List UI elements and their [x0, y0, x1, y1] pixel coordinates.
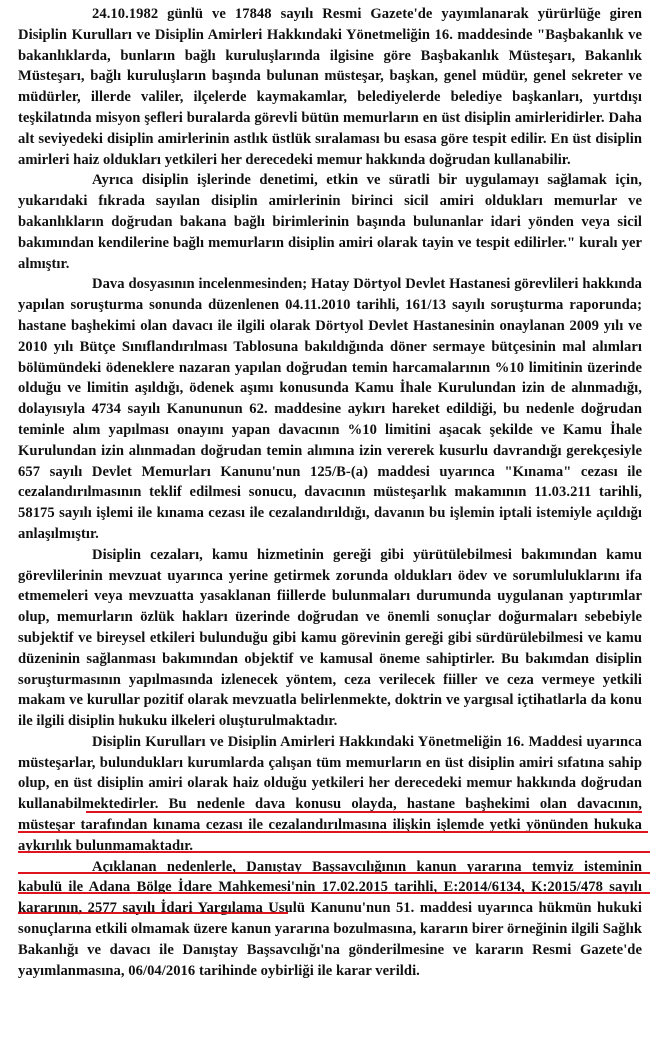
paragraph-decision: Açıklanan nedenlerle, Danıştay Başsavcılığının kanun yararına temyiz isteminin kabulü ile Adana Bölge İdare Mahkemesi'nin 17.02.2015 tarihli, E:2014/6134, K:2015/478 sayılı kararının, 2577 sayılı İdari Yargılama Usulü Kanunu'nun 51. maddesi uyarınca hükmün hukuki sonuçlarına etkili olmamak üzere kanun yararına bozulmasına, kararın birer örneğinin ilgili Sağlık Bakanlığı ve davacı ile Danıştay Başsavcılığı'na gönderilmesine ve kararın Resmi Gazete'de yayımlanmasına, 06/04/2016 tarihinde oybirliği ile karar verildi.: [18, 858, 642, 979]
paragraph-disciplinary-penalties: Disiplin cezaları, kamu hizmetinin gereği gibi yürütülebilmesi bakımından kamu görevlilerinin mevzuat uyarınca yerine getirmek zorunda oldukları ödev ve sorumluluklarını ifa etmemeleri veya mevzuatta yasaklanan fiillerde bulunmaları durumunda uygulanan yaptırımlar olup, memurların özlük hakları üzerinde doğrudan ve önemli sonuçlar doğurmaları sebebiyle subjektif ve bireysel etkileri bulunduğu gibi kamu görevinin gereği gibi sürdürülebilmesi ve kamu düzeninin sağlanması bakımından objektif ve kamusal öneme sahiptirler. Bu bakımdan disiplin soruşturmasının yapılmasında izlenecek yöntem, ceza verilecek fiiller ve ceza vermeye yetkili makam ve kurullar pozitif olarak mevzuatla belirlenmekte, doktrin ve yargısal içtihatlarla da konu ile ilgili disiplin hukuku ilkeleri oluşturulmaktadır.: [18, 546, 642, 730]
paragraph-supervision: Ayrıca disiplin işlerinde denetimi, etkin ve süratli bir uygulamayı sağlamak için, yukarıdaki fıkrada sayılan disiplin amirlerinin birinci sicil amiri oldukları memurlar ve bakanlıkların doğrudan bakana bağlı birimlerinin başında bulunanlar idari yönden veya sicil bakımından kendilerine bağlı memurların disiplin amiri olarak tayin ve tespit edilirler." kuralı yer almıştır.: [18, 172, 642, 272]
red-underline-mark: [86, 811, 642, 813]
red-underline-mark: [18, 892, 650, 894]
document-body: [18, 4, 642, 981]
red-underline-mark: [18, 851, 650, 853]
paragraph-regulation-article: 24.10.1982 günlü ve 17848 sayılı Resmi Gazete'de yayımlanarak yürürlüğe giren Disiplin Kurulları ve Disiplin Amirleri Hakkındaki Yönetmeliğin 16. maddesinde "Başbakanlık ve bakanlıklarda, bunların bağlı kuruluşlarında ilgisine göre Başbakanlık Müsteşarı, Bakanlık Müsteşarı, bağlı kuruluşların başında bulunan müsteşar, başkan, genel müdür, genel sekreter ve müdürler, illerde valiler, ilçelerde kaymakamlar, belediyelerde belediye başkanları, yurtdışı teşkilatında misyon şefleri buralarda görevli bütün memurların en üst disiplin amirleridirler. Daha alt seviyedeki disiplin amirlerinin astlık üstlük sıralaması bu esasa göre tespit edilir. En üst disiplin amirleri haiz oldukları yetkileri her derecedeki memur hakkında doğrudan kullanabilir.: [18, 6, 642, 168]
red-underline-mark: [18, 872, 650, 874]
red-underline-mark: [18, 912, 288, 914]
paragraph-case-file: Dava dosyasının incelenmesinden; Hatay Dörtyol Devlet Hastanesi görevlileri hakkında yapılan soruşturma sonunda düzenlenen 04.11.2010 tarihli, 161/13 sayılı soruşturma raporunda; hastane başhekimi olan davacı ile ilgili olarak Dörtyol Devlet Hastanesinin onaylanan 2009 yılı ve 2010 yılı Bütçe Sınıflandırılması Tablosuna bakıldığında döner sermaye bütçesinin mal alımları bölümündeki ödeneklere nazaran yapılan doğrudan temin harcamalarının %10 limitinin üzerinde olduğu ve limitin aşıldığı, ödenek aşımı konusunda Kamu İhale Kurulundan izin de alınmadığı, dolayısıyla 4734 sayılı Kanununun 62. maddesine aykırı hareket edildiği, bu nedenle doğrudan teminle alım yapılması onayını yapan davacının %10 limitini aşacak şekilde ve Kamu İhale Kurulundan izin alınmadan doğrudan temin alımına izin vererek kusurlu davrandığı gerekçesiyle 657 sayılı Devlet Memurları Kanunu'nun 125/B-(a) maddesi uyarınca "Kınama" cezası ile cezalandırılmasının teklif edilmesi sonucu, davacının müsteşarlık makamının 11.03.211 tarihli, 58175 sayılı işlemi ile kınama cezası ile cezalandırıldığı, davanın bu işlemin iptali istemiyle açıldığı anlaşılmıştır.: [18, 276, 642, 542]
paragraph-highlighted-conclusion: Disiplin Kurulları ve Disiplin Amirleri Hakkındaki Yönetmeliğin 16. Maddesi uyarınca müsteşarlar, bulundukları kurumlarda çalışan tüm memurların en üst disiplin amiri sıfatına sahip olup, en üst disiplin amiri olarak haiz olduğu yetkileri her derecedeki memur hakkında doğrudan kullanabilmektedirler. Bu nedenle dava konusu olayda, hastane başhekimi olan davacının, müsteşar tarafından kınama cezası ile cezalandırılmasına ilişkin işlemde yetki yönünden hukuka aykırılık bulunmamaktadır.: [18, 733, 642, 854]
red-underline-mark: [18, 831, 648, 833]
